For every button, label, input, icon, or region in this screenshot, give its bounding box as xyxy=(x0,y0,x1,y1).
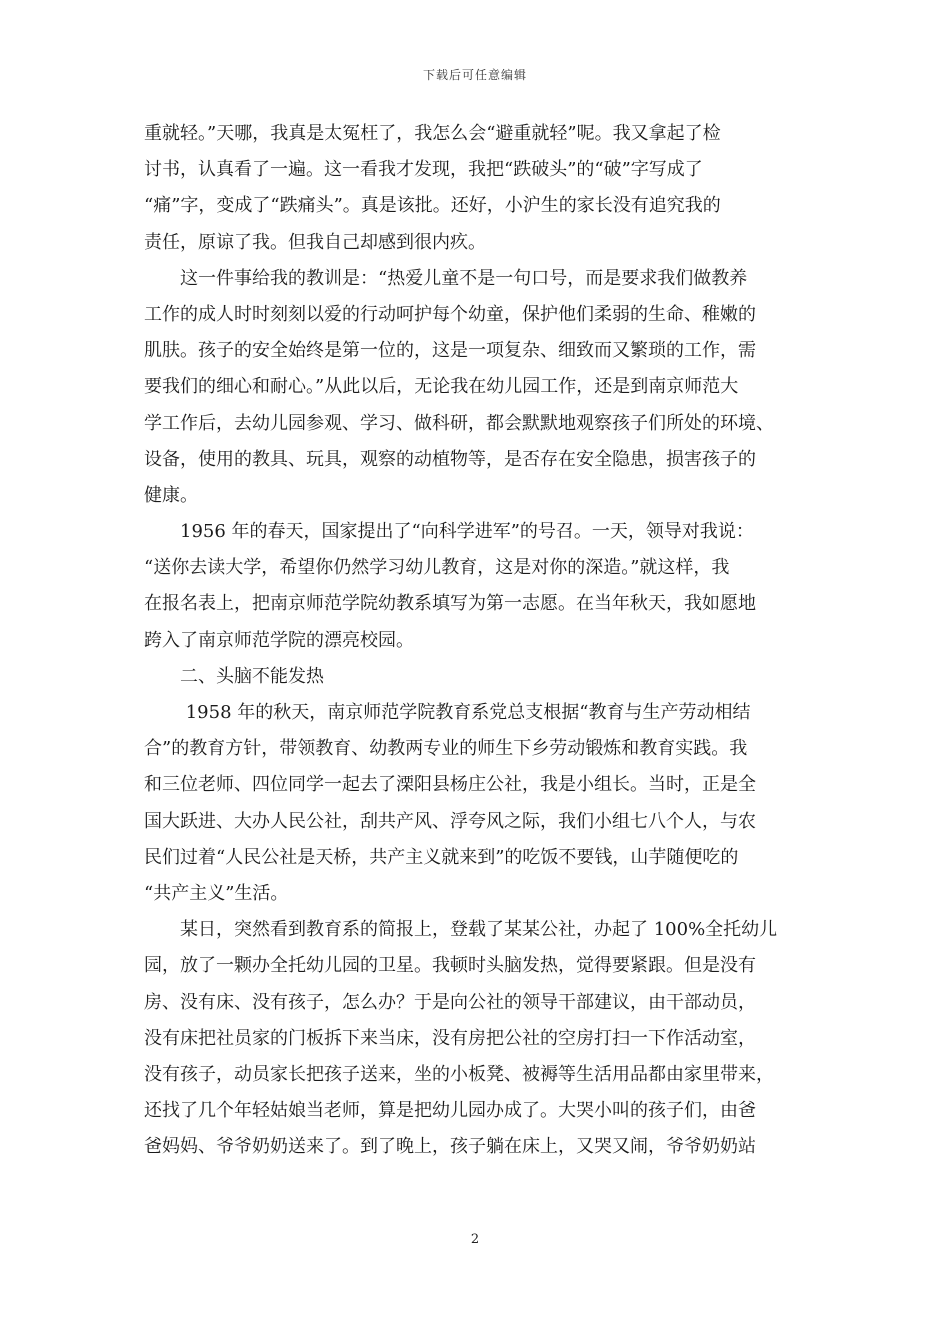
text-line: 爸妈妈、爷爷奶奶送来了。到了晚上，孩子躺在床上，又哭又闹，爷爷奶奶站 xyxy=(144,1136,756,1158)
document-body xyxy=(144,116,814,1165)
text-line: 1958 年的秋天，南京师范学院教育系党总支根据“教育与生产劳动相结 xyxy=(144,702,751,723)
text-line: 合”的教育方针，带领教育、幼教两专业的师生下乡劳动锻炼和教育实践。我 xyxy=(144,738,748,760)
text-line: 责任，原谅了我。但我自己却感到很内疚。 xyxy=(144,231,486,253)
text-line: 和三位老师、四位同学一起去了溧阳县杨庄公社，我是小组长。当时，正是全 xyxy=(144,774,756,796)
text-line: 设备，使用的教具、玩具，观察的动植物等，是否存在安全隐患，损害孩子的 xyxy=(144,448,756,470)
text-line: 肌肤。孩子的安全始终是第一位的，这是一项复杂、细致而又繁琐的工作，需 xyxy=(144,340,756,362)
text-line: 还找了几个年轻姑娘当老师，算是把幼儿园办成了。大哭小叫的孩子们，由爸 xyxy=(144,1100,756,1122)
text-line: 这一件事给我的教训是：“热爱儿童不是一句口号，而是要求我们做教养 xyxy=(144,267,748,289)
text-line: 房、没有床、没有孩子，怎么办？于是向公社的领导干部建议，由干部动员， xyxy=(144,991,756,1013)
text-line: “共产主义”生活。 xyxy=(144,882,289,904)
text-line: 国大跃进、大办人民公社，刮共产风、浮夸风之际，我们小组七八个人，与农 xyxy=(144,810,756,832)
text-line: “送你去读大学，希望你仍然学习幼儿教育，这是对你的深造。”就这样，我 xyxy=(144,557,730,579)
text-line: 健康。 xyxy=(144,484,198,506)
text-line: 讨书，认真看了一遍。这一看我才发现，我把“跌破头”的“破”字写成了 xyxy=(144,159,703,181)
text-line: 学工作后，去幼儿园参观、学习、做科研，都会默默地观察孩子们所处的环境、 xyxy=(144,412,774,434)
text-line: 园，放了一颗办全托幼儿园的卫星。我顿时头脑发热，觉得要紧跟。但是没有 xyxy=(144,955,756,977)
page-number: 2 xyxy=(470,1232,480,1247)
page-header: 下载后可任意编辑 xyxy=(422,68,527,82)
text-line: 没有孩子，动员家长把孩子送来，坐的小板凳、被褥等生活用品都由家里带来， xyxy=(144,1063,774,1085)
text-line: 要我们的细心和耐心。”从此以后，无论我在幼儿园工作，还是到南京师范大 xyxy=(144,376,739,398)
text-line: 工作的成人时时刻刻以爱的行动呵护每个幼童，保护他们柔弱的生命、稚嫩的 xyxy=(144,303,756,325)
text-line: 没有床把社员家的门板拆下来当床，没有房把公社的空房打扫一下作活动室， xyxy=(144,1027,756,1049)
text-line: 在报名表上，把南京师范学院幼教系填写为第一志愿。在当年秋天，我如愿地 xyxy=(144,593,756,615)
text-line: “痛”字，变成了“跌痛头”。真是该批。还好，小沪生的家长没有追究我的 xyxy=(144,195,721,217)
text-line: 重就轻。”天哪，我真是太冤枉了，我怎么会“避重就轻”呢。我又拿起了检 xyxy=(144,123,721,144)
text-line: 某日，突然看到教育系的简报上，登载了某某公社，办起了 100%全托幼儿 xyxy=(144,919,778,941)
text-line: 二、头脑不能发热 xyxy=(144,665,324,687)
text-line: 民们过着“人民公社是天桥，共产主义就来到”的吃饭不要钱，山芋随便吃的 xyxy=(144,846,739,868)
text-line: 跨入了南京师范学院的漂亮校园。 xyxy=(144,629,414,651)
text-line: 1956 年的春天，国家提出了“向科学进军”的号召。一天，领导对我说： xyxy=(144,521,754,543)
